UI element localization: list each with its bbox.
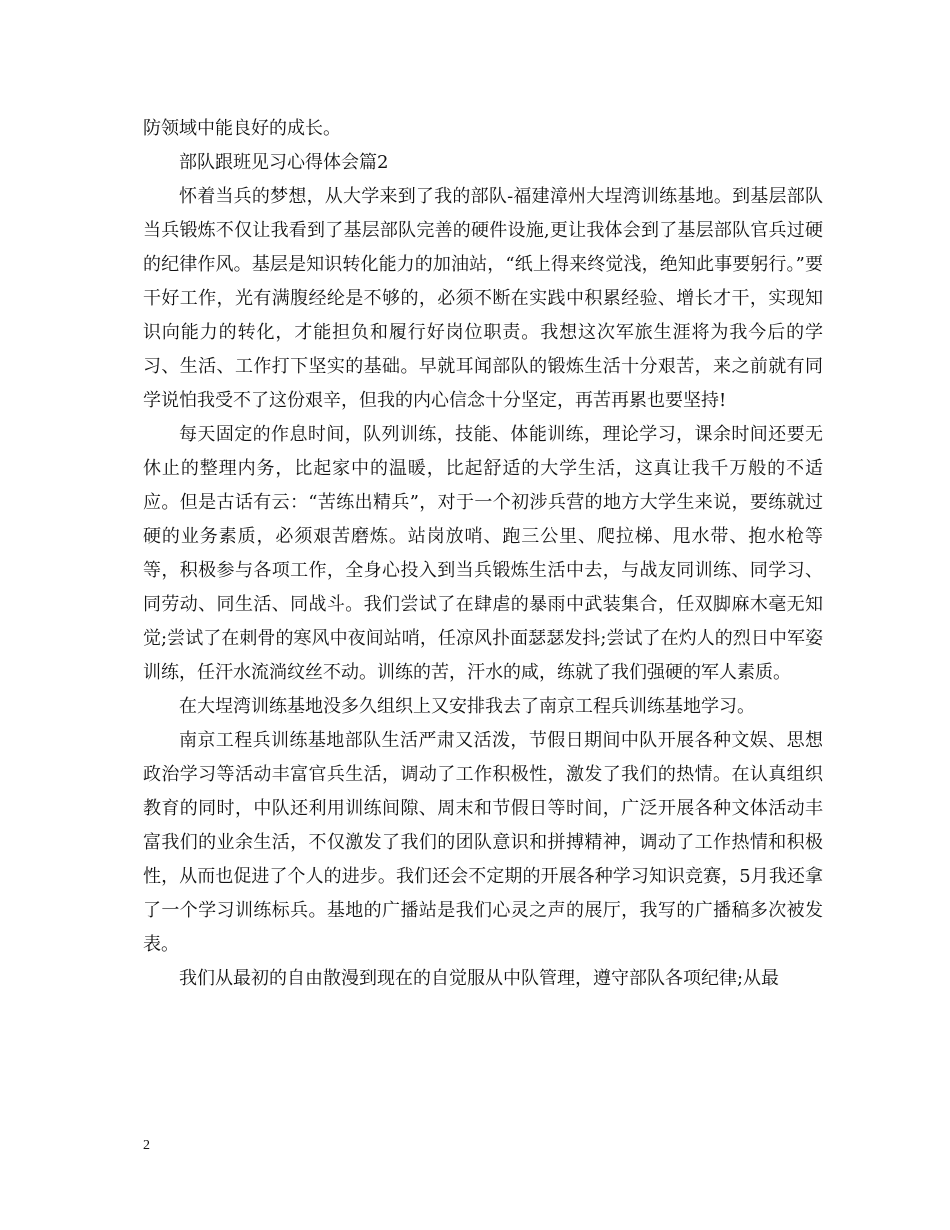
paragraph: 怀着当兵的梦想，从大学来到了我的部队-福建漳州大埕湾训练基地。到基层部队当兵锻炼不仅让我看到了基层部队完善的硬件设施,更让我体会到了基层部队官兵过硬的纪律作风。基层是知识转化能力的加油站，“纸上得来终觉浅，绝知此事要躬行。”要干好工作，光有满腹经纶是不够的，必须不断在实践中积累经验、增长才干，实现知识向能力的转化，才能担负和履行好岗位职责。我想这次军旅生涯将为我今后的学习、生活、工作打下坚实的基础。早就耳闻部队的锻炼生活十分艰苦，来之前就有同学说怕我受不了这份艰辛，但我的内心信念十分坚定，再苦再累也要坚持!: [143, 186, 823, 411]
paragraph-continued: 防领域中能良好的成长。: [143, 118, 341, 139]
paragraph: 在大埕湾训练基地没多久组织上又安排我去了南京工程兵训练基地学习。: [179, 696, 755, 717]
paragraph: 每天固定的作息时间，队列训练，技能、体能训练，理论学习，课余时间还要无休止的整理内务，比起家中的温暖，比起舒适的大学生活，这真让我千万般的不适应。但是古话有云：“苦练出精兵”，对于一个初涉兵营的地方大学生来说，要练就过硬的业务素质，必须艰苦磨炼。站岗放哨、跑三公里、爬拉梯、甩水带、抱水枪等等，积极参与各项工作，全身心投入到当兵锻炼生活中去，与战友同训练、同学习、同劳动、同生活、同战斗。我们尝试了在肆虐的暴雨中武装集合，任双脚麻木毫无知觉;尝试了在刺骨的寒风中夜间站哨，任凉风扑面瑟瑟发抖;尝试了在灼人的烈日中军姿训练，任汗水流淌纹丝不动。训练的苦，汗水的咸，练就了我们强硬的军人素质。: [143, 424, 823, 683]
page-number: 2: [143, 1138, 150, 1153]
paragraph: 我们从最初的自由散漫到现在的自觉服从中队管理，遵守部队各项纪律;从最: [179, 968, 780, 989]
section-heading: 部队跟班见习心得体会篇2: [179, 152, 389, 173]
document-body: [143, 112, 823, 996]
paragraph: 南京工程兵训练基地部队生活严肃又活泼，节假日期间中队开展各种文娱、思想政治学习等活动丰富官兵生活，调动了工作积极性，激发了我们的热情。在认真组织教育的同时，中队还利用训练间隙、周末和节假日等时间，广泛开展各种文体活动丰富我们的业余生活，不仅激发了我们的团队意识和拼搏精神，调动了工作热情和积极性，从而也促进了个人的进步。我们还会不定期的开展各种学习知识竞赛，5月我还拿了一个学习训练标兵。基地的广播站是我们心灵之声的展厅，我写的广播稿多次被发表。: [143, 730, 823, 955]
